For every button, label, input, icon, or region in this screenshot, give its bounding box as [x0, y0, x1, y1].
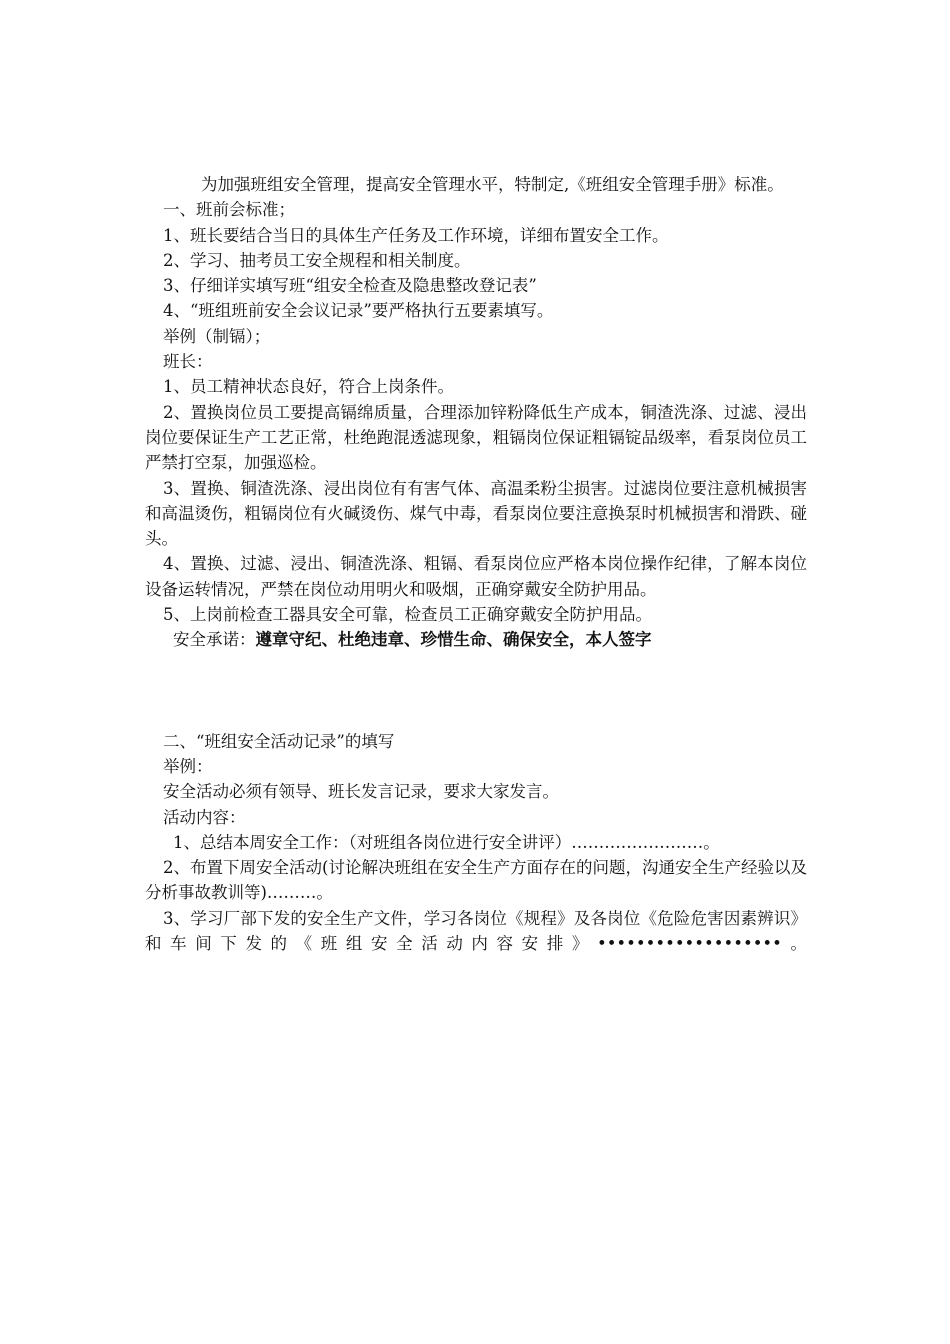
- section1-item-3: 3、仔细详实填写班“组安全检查及隐患整改登记表”: [163, 276, 537, 296]
- example-label: 举例（制镉）；: [163, 326, 271, 346]
- pledge-text: 遵章守纪、杜绝违章、珍惜生命、确保安全，本人签字: [255, 630, 652, 650]
- activity-content-label: 活动内容：: [163, 807, 246, 827]
- section1-item-2: 2、学习、抽考员工安全规程和相关制度。: [163, 250, 471, 270]
- document-page: [145, 172, 807, 956]
- pledge-label: 安全承诺：: [173, 630, 256, 650]
- leader-item-1: 1、员工精神状态良好，符合上岗条件。: [163, 377, 454, 397]
- leader-label: 班长：: [163, 352, 213, 372]
- section2-requirement: 安全活动必须有领导、班长发言记录，要求大家发言。: [163, 782, 559, 802]
- leader-item-2: 2、置换岗位员工要提高镉绵质量，合理添加锌粉降低生产成本，铜渣洗涤、过滤、浸出岗位要保证生产工艺正常，杜绝跑混透滤现象，粗镉岗位保证粗镉锭品级率，看泵岗位员工严禁打空泵，加强巡检。: [145, 402, 807, 473]
- section1-item-4: 4、“班组班前安全会议记录”要严格执行五要素填写。: [163, 301, 554, 321]
- activity-item-3: 3、学习厂部下发的安全生产文件，学习各岗位《规程》及各岗位《危险危害因素辨识》和车间下发的《班组安全活动内容安排》•••••••••••••••••••。: [145, 908, 807, 954]
- activity-item-2: 2、布置下周安全活动(讨论解决班组在安全生产方面存在的问题，沟通安全生产经验以及分析事故教训等)………。: [145, 858, 807, 903]
- leader-item-4: 4、置换、过滤、浸出、铜渣洗涤、粗镉、看泵岗位应严格本岗位操作纪律，了解本岗位设备运转情况，严禁在岗位动用明火和吸烟，正确穿戴安全防护用品。: [145, 554, 807, 599]
- activity-item-1: 1、总结本周安全工作：（对班组各岗位进行安全讲评）……………………。: [173, 832, 720, 852]
- section-spacer: [145, 653, 807, 729]
- section1-item-1: 1、班长要结合当日的具体生产任务及工作环境，详细布置安全工作。: [163, 225, 669, 245]
- section2-example-label: 举例：: [163, 756, 213, 776]
- leader-item-3: 3、置换、铜渣洗涤、浸出岗位有有害气体、高温柔粉尘损害。过滤岗位要注意机械损害和高温烫伤，粗镉岗位有火碱烫伤、煤气中毒，看泵岗位要注意换泵时机械损害和滑跌、碰头。: [145, 478, 807, 549]
- safety-pledge: [145, 627, 807, 652]
- leader-item-5: 5、上岗前检查工器具安全可靠，检查员工正确穿戴安全防护用品。: [163, 605, 652, 625]
- intro-paragraph: 为加强班组安全管理，提高安全管理水平，特制定,《班组安全管理手册》标准。: [201, 175, 784, 194]
- section1-heading: 一、班前会标准；: [163, 200, 295, 220]
- section2-heading: 二、“班组安全活动记录”的填写: [163, 731, 395, 751]
